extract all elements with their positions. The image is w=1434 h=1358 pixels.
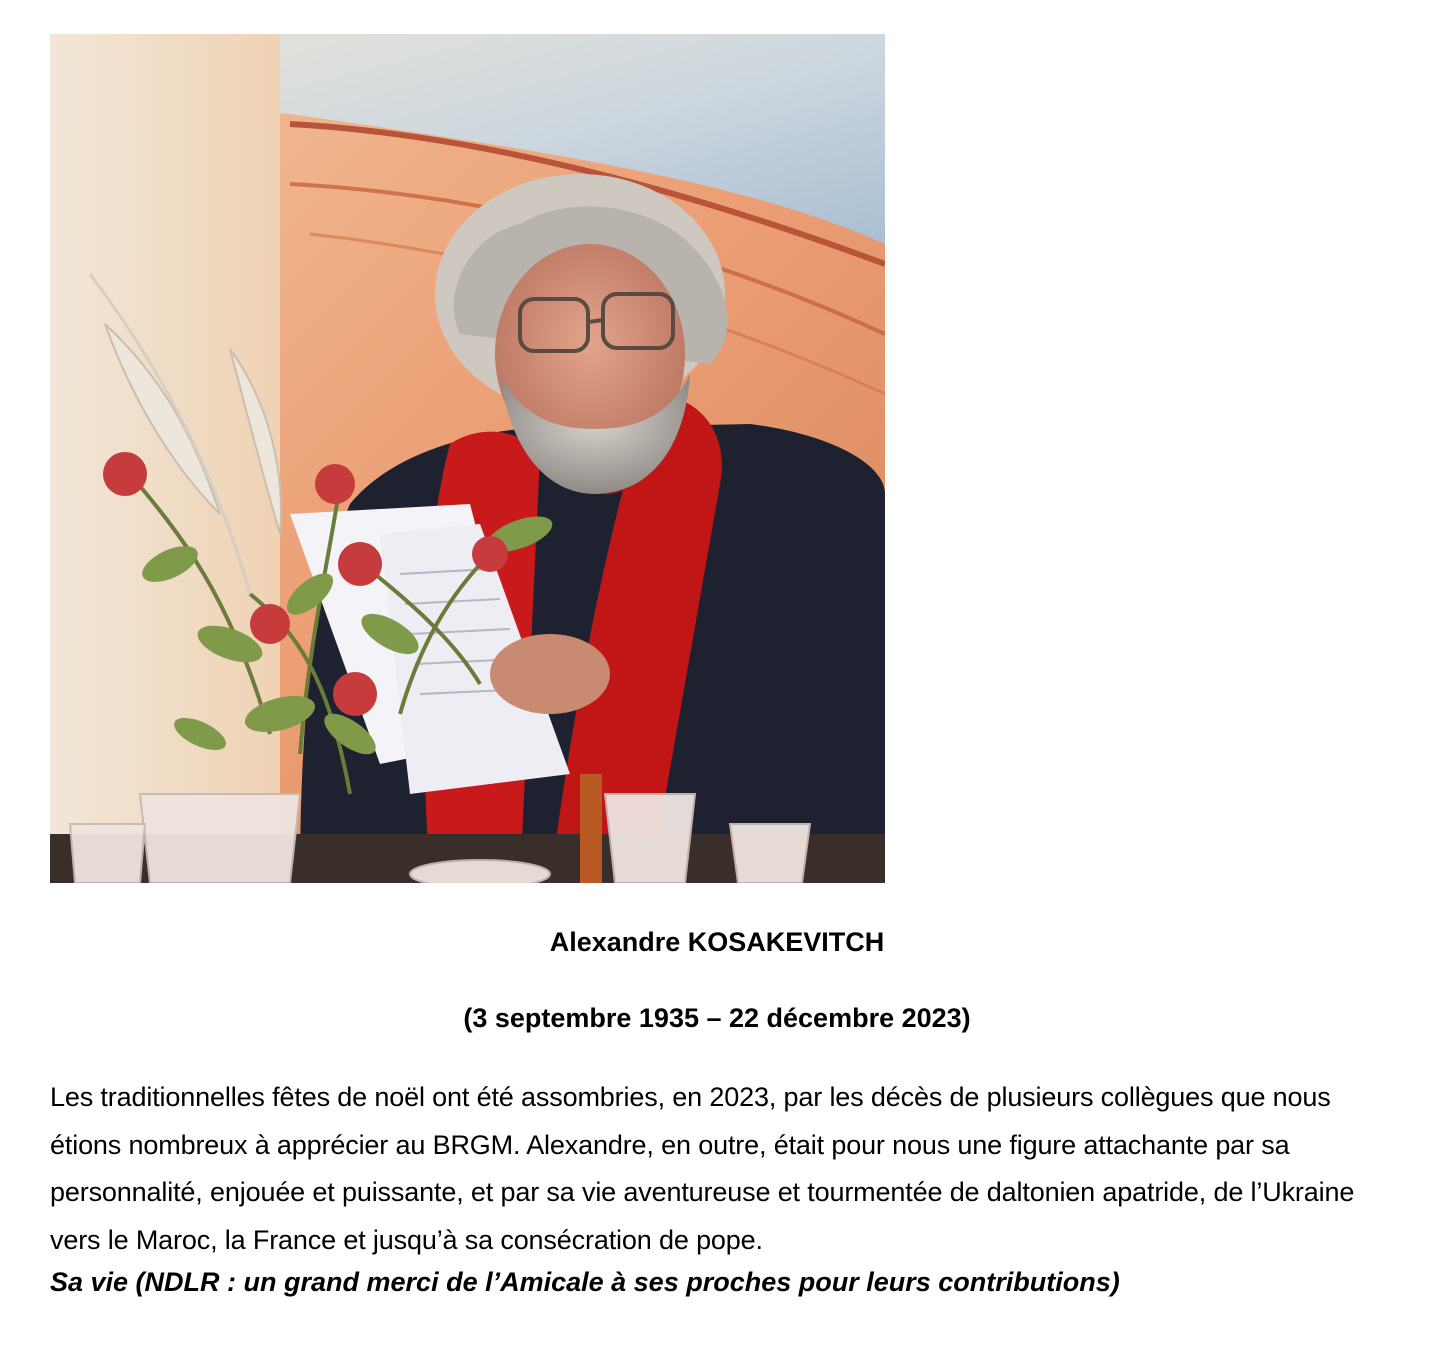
portrait-photo <box>50 34 885 883</box>
person-dates: (3 septembre 1935 – 22 décembre 2023) <box>463 1003 971 1033</box>
intro-paragraph: Les traditionnelles fêtes de noël ont été assombries, en 2023, par les décès de plusieurs collègues que nous étions nombreux à apprécier au BRGM. Alexandre, en outre, était pour nous une figure attachante par sa personnalité, enjouée et puissante, et par sa vie aventureuse et tourmentée de daltonien apatride, de l’Ukraine vers le Maroc, la France et jusqu’à sa consécration de pope. <box>50 1082 1355 1255</box>
section-subheading: Sa vie (NDLR : un grand merci de l’Amicale à ses proches pour leurs contributions) <box>50 1267 1120 1297</box>
person-name: Alexandre KOSAKEVITCH <box>549 927 885 957</box>
